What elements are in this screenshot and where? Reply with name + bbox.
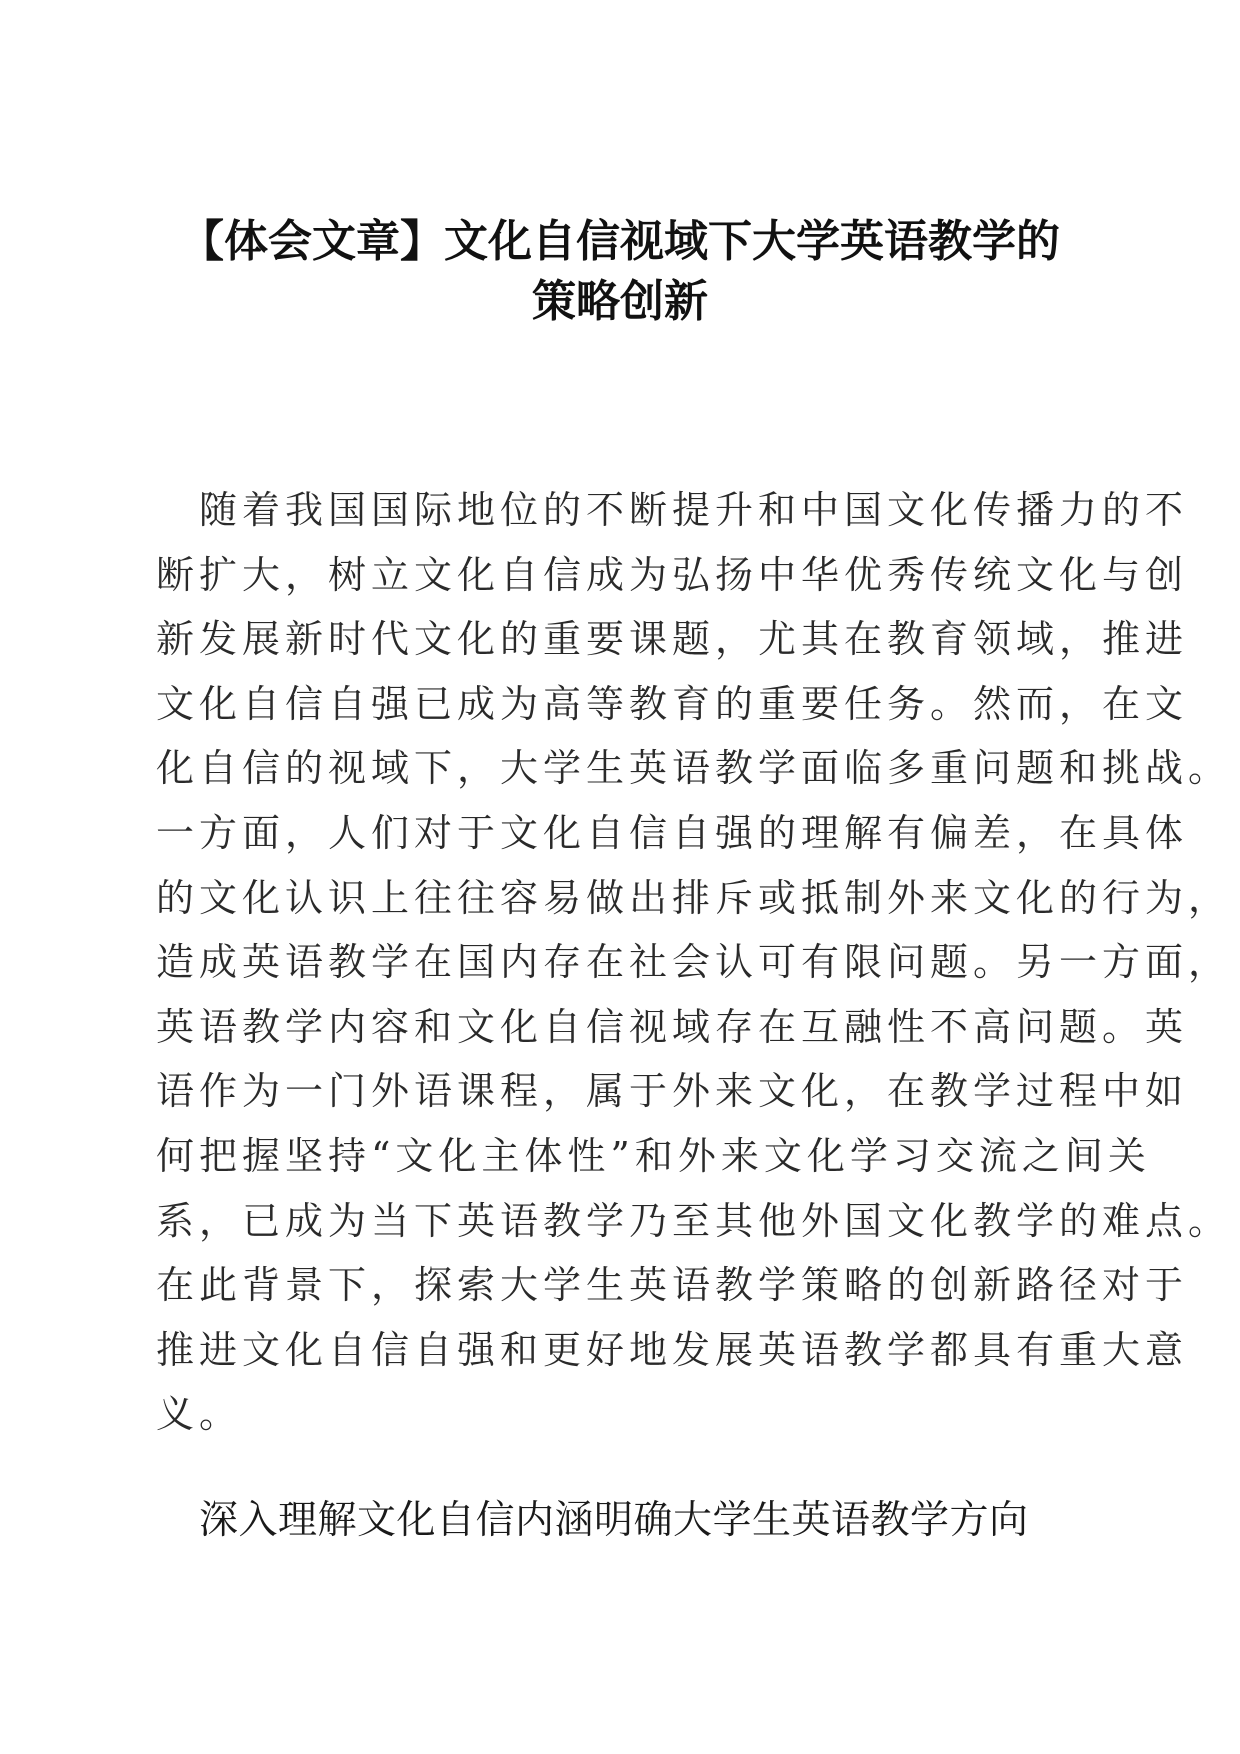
paragraph-line: 文化自信自强已成为高等教育的重要任务。然而，在文 [156, 681, 1189, 726]
paragraph-line: 断扩大，树立文化自信成为弘扬中华优秀传统文化与创 [156, 552, 1189, 597]
paragraph-line: 在此背景下，探索大学生英语教学策略的创新路径对于 [156, 1263, 1189, 1308]
paragraph-line: 的文化认识上往往容易做出排斥或抵制外来文化的行为， [156, 875, 1232, 920]
paragraph-line: 义。 [156, 1392, 243, 1437]
paragraph-line: 何把握坚持“文化主体性”和外来文化学习交流之间关 [156, 1133, 1151, 1178]
paragraph-line: 英语教学内容和文化自信视域存在互融性不高问题。英 [156, 1004, 1189, 1049]
title-line-2: 策略创新 [532, 276, 708, 327]
title-line-1: 【体会文章】文化自信视域下大学英语教学的 [180, 216, 1060, 267]
paragraph-line: 语作为一门外语课程，属于外来文化，在教学过程中如 [156, 1069, 1189, 1114]
paragraph-line: 造成英语教学在国内存在社会认可有限问题。另一方面， [156, 940, 1232, 985]
paragraph-line: 系，已成为当下英语教学乃至其他外国文化教学的难点。 [156, 1198, 1232, 1243]
paragraph-line: 新发展新时代文化的重要课题，尤其在教育领域，推进 [156, 617, 1189, 662]
paragraph-line: 一方面，人们对于文化自信自强的理解有偏差，在具体 [156, 810, 1189, 855]
paragraph-line: 随着我国国际地位的不断提升和中国文化传播力的不 [199, 488, 1189, 532]
paragraph-line: 化自信的视域下，大学生英语教学面临多重问题和挑战。 [156, 746, 1232, 791]
section-heading: 深入理解文化自信内涵明确大学生英语教学方向 [199, 1498, 1029, 1543]
paragraph-line: 推进文化自信自强和更好地发展英语教学都具有重大意 [156, 1327, 1189, 1372]
document-title [140, 212, 1100, 332]
intro-paragraph [156, 478, 1232, 1447]
